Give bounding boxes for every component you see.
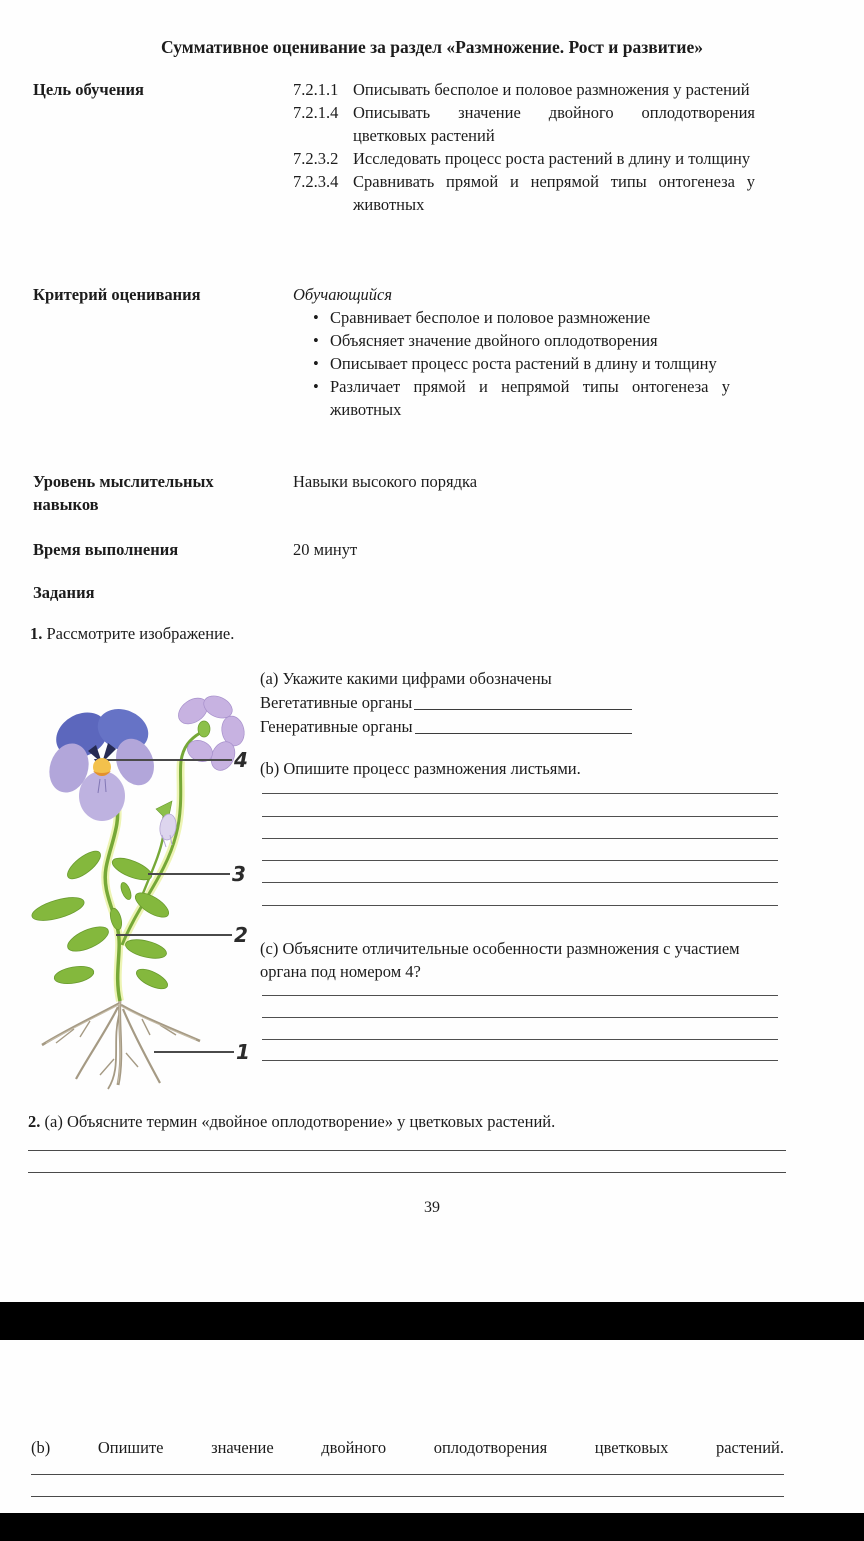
figure-label-stem: 2: [234, 923, 248, 947]
objective-label: Цель обучения: [33, 80, 144, 99]
leaves: [30, 846, 172, 992]
figure-label-flower: 4: [234, 748, 248, 772]
task2-question-b-word: растений.: [715, 1438, 784, 1457]
vegetative-organs-blank: [414, 691, 632, 710]
criteria-item: • Объясняет значение двойного оплодотворения: [293, 329, 730, 352]
task2-number: 2.: [28, 1112, 41, 1131]
answer-blank-line: [262, 995, 778, 996]
vegetative-organs-row: [260, 691, 632, 714]
generative-organs-label: Генеративные органы: [260, 717, 413, 736]
vegetative-organs-label: Вегетативные органы: [260, 693, 413, 712]
task2-question-b-word: двойного: [321, 1438, 387, 1457]
objective-text: Исследовать процесс роста растений в длину и толщину: [353, 149, 751, 168]
criteria-item: • Сравнивает бесполое и половое размножение: [293, 306, 730, 329]
objective-code: 7.2.3.2: [293, 149, 339, 168]
answer-blank-line: [262, 882, 778, 883]
generative-organs-blank: [415, 715, 632, 734]
answer-blank-line: [31, 1496, 784, 1497]
criteria-item: • Различает прямой и непрямой типы онтогенеза у животных: [293, 375, 730, 421]
generative-organs-row: [260, 715, 632, 738]
leader-line-leaf: [148, 873, 230, 875]
task2-question-b-word: цветковых: [594, 1438, 669, 1457]
answer-blank-line: [262, 838, 778, 839]
leader-line-stem: [116, 934, 232, 936]
criteria-intro: Обучающийся: [293, 285, 393, 304]
task2-question-b-word: (b): [31, 1438, 51, 1457]
main-flower: [43, 702, 160, 821]
task2-question-b: [31, 1436, 784, 1459]
time-value: 20 минут: [293, 540, 358, 559]
answer-blank-line: [28, 1150, 786, 1151]
task1-intro: [30, 622, 234, 645]
objective-text: Описывать бесполое и половое размножения у растений: [353, 80, 750, 99]
leader-line-root: [154, 1051, 234, 1053]
black-separator-bar: [0, 1302, 864, 1340]
plant-illustration: [30, 663, 262, 1095]
objective-text: Сравнивать прямой и непрямой типы онтогенеза у животных: [353, 172, 755, 214]
criteria-label: Критерий оценивания: [33, 285, 201, 304]
answer-blank-line: [262, 793, 778, 794]
task2-question-a: (a) Объясните термин «двойное оплодотворение» у цветковых растений.: [44, 1112, 556, 1131]
objectives-list: [293, 78, 758, 216]
task1-number: 1.: [30, 624, 43, 643]
answer-blank-line: [262, 1039, 778, 1040]
objective-item: [293, 170, 758, 216]
page-title: Суммативное оценивание за раздел «Размножение. Рост и развитие»: [161, 37, 703, 57]
answer-blank-line: [262, 860, 778, 861]
criteria-block: [293, 283, 758, 421]
roots: [42, 999, 200, 1089]
time-label: Время выполнения: [33, 540, 179, 559]
answer-blank-line: [262, 1060, 778, 1061]
answer-blank-line: [28, 1172, 786, 1173]
objective-text: Описывать значение двойного оплодотворения цветковых растений: [353, 103, 755, 145]
objective-code: 7.2.1.4: [293, 103, 339, 122]
page-number: 39: [424, 1199, 440, 1216]
task2-question-b-word: значение: [211, 1438, 274, 1457]
answer-blank-line: [262, 1017, 778, 1018]
figure-label-root: 1: [236, 1040, 250, 1064]
criteria-list: [293, 306, 758, 421]
criteria-item: • Описывает процесс роста растений в длину и толщину: [293, 352, 730, 375]
task2-question-b-word: оплодотворения: [433, 1438, 548, 1457]
task1-question-a: (a) Укажите какими цифрами обозначены: [260, 669, 552, 688]
objective-item: [293, 147, 758, 170]
task1-intro-text: Рассмотрите изображение.: [46, 624, 235, 643]
answer-blank-line: [31, 1474, 784, 1475]
objective-code: 7.2.3.4: [293, 172, 339, 191]
answer-blank-line: [262, 816, 778, 817]
objective-code: 7.2.1.1: [293, 80, 339, 99]
black-separator-bar: [0, 1513, 864, 1541]
objective-item: [293, 101, 758, 147]
answer-blank-line: [262, 905, 778, 906]
objective-item: [293, 78, 758, 101]
task2-question-a-row: [28, 1110, 788, 1133]
task1-question-b: (b) Опишите процесс размножения листьями.: [260, 759, 581, 778]
task1-question-c: (c) Объясните отличительные особенности размножения с участием органа под номером 4?: [260, 939, 740, 981]
leader-line-flower: [108, 759, 232, 761]
plant-figure: [30, 663, 262, 1095]
task2-question-b-word: Опишите: [97, 1438, 164, 1457]
level-label: Уровень мыслительных навыков: [33, 472, 214, 514]
figure-label-leaf: 3: [232, 862, 246, 886]
level-value: Навыки высокого порядка: [293, 472, 478, 491]
tasks-heading: Задания: [33, 583, 95, 602]
